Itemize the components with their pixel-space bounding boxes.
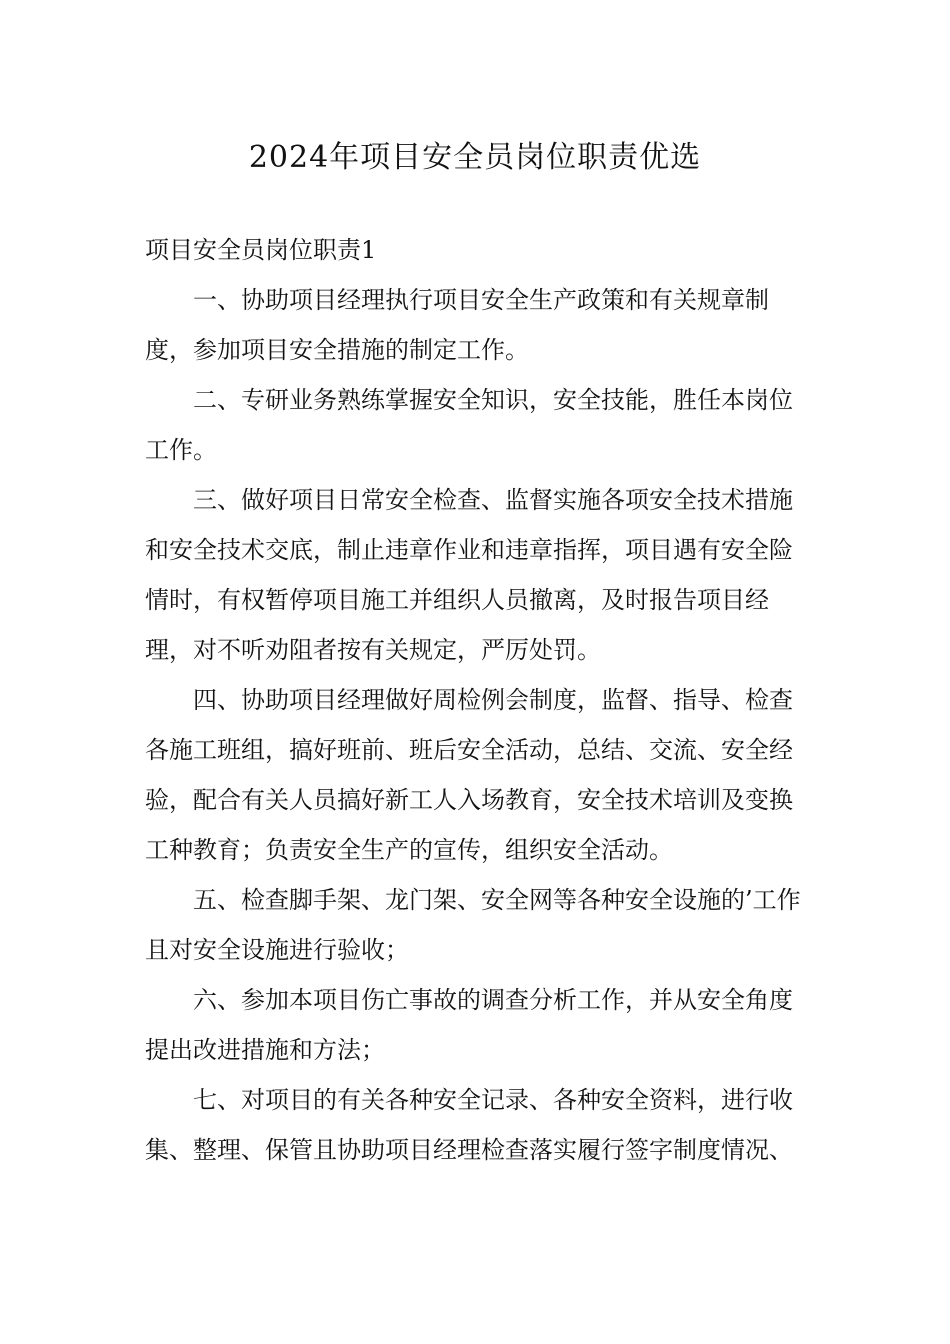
paragraph-7: 七、对项目的有关各种安全记录、各种安全资料，进行收集、整理、保管且协助项目经理检查落实履行签字制度情况、 bbox=[145, 1086, 793, 1164]
document-body bbox=[145, 225, 810, 1175]
paragraph-1: 一、协助项目经理执行项目安全生产政策和有关规章制度，参加项目安全措施的制定工作。 bbox=[145, 286, 769, 364]
paragraph-3: 三、做好项目日常安全检查、监督实施各项安全技术措施和安全技术交底，制止违章作业和违章指挥，项目遇有安全险情时，有权暂停项目施工并组织人员撤离，及时报告项目经理，对不听劝阻者按有关规定，严厉处罚。 bbox=[145, 486, 793, 664]
paragraph-2: 二、专研业务熟练掌握安全知识，安全技能，胜任本岗位工作。 bbox=[145, 386, 793, 464]
paragraph-4: 四、协助项目经理做好周检例会制度，监督、指导、检查各施工班组，搞好班前、班后安全活动，总结、交流、安全经验，配合有关人员搞好新工人入场教育，安全技术培训及变换工种教育；负责安全生产的宣传，组织安全活动。 bbox=[145, 686, 793, 864]
paragraph-6: 六、参加本项目伤亡事故的调查分析工作，并从安全角度提出改进措施和方法； bbox=[145, 986, 793, 1064]
page-title: 2024年项目安全员岗位职责优选 bbox=[248, 140, 702, 175]
paragraph-5: 五、检查脚手架、龙门架、安全网等各种安全设施的’工作且对安全设施进行验收； bbox=[145, 886, 801, 964]
section-heading: 项目安全员岗位职责1 bbox=[145, 236, 377, 264]
